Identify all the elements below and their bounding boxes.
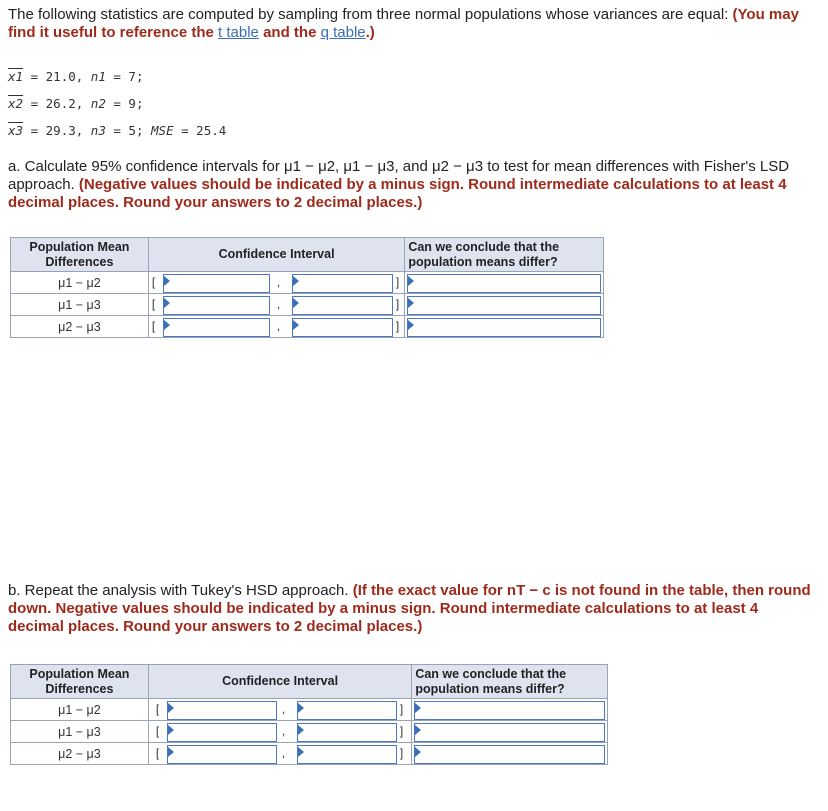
conclusion-select[interactable] [407, 296, 601, 315]
conclusion-select[interactable] [414, 723, 605, 742]
table-row: μ1 − μ2 [ , ] [11, 272, 604, 294]
conclusion-select[interactable] [414, 701, 605, 720]
lower-bound-input[interactable] [163, 274, 270, 293]
table-tukey-hsd [10, 664, 608, 765]
table-row: μ2 − μ3 [ , ] [11, 316, 604, 338]
lower-bound-input[interactable] [163, 318, 270, 337]
header-conclusion: Can we conclude that the population means differ? [405, 238, 604, 272]
table-row: μ1 − μ3 [ , ] [11, 294, 604, 316]
header-confidence-interval: Confidence Interval [148, 665, 412, 699]
intro-paragraph: The following statistics are computed by sampling from three normal populations whose variances are equal: (You may find it useful to reference the t table and the q table.) [8, 6, 799, 41]
conclusion-select[interactable] [407, 274, 601, 293]
part-a-question: a. Calculate 95% confidence intervals for μ1 − μ2, μ1 − μ3, and μ2 − μ3 to test for mean differences with Fisher's LSD approach. (Negative values should be indicated by a minus sign. Round intermediate calculations to at least 4 decimal places. Round your answers to 2 decimal places.) [8, 158, 790, 211]
header-conclusion: Can we conclude that the population means differ? [412, 665, 608, 699]
header-mean-differences: Population Mean Differences [11, 238, 149, 272]
table-row: μ2 − μ3 [ , ] [11, 743, 608, 765]
conclusion-select[interactable] [407, 318, 601, 337]
q-table-link[interactable]: q table [320, 24, 366, 41]
upper-bound-input[interactable] [292, 274, 393, 293]
lower-bound-input[interactable] [163, 296, 270, 315]
table-row: μ1 − μ2 [ , ] [11, 699, 608, 721]
table-row: μ1 − μ3 [ , ] [11, 721, 608, 743]
t-table-link[interactable]: t table [218, 24, 259, 41]
stat-line-1: x1 = 21.0, n1 = 7; [8, 69, 144, 84]
row-label: μ1 − μ2 [11, 272, 149, 294]
header-mean-differences: Population Mean Differences [11, 665, 149, 699]
stat-line-3: x3 = 29.3, n3 = 5; MSE = 25.4 [8, 123, 227, 138]
upper-bound-input[interactable] [297, 723, 397, 742]
upper-bound-input[interactable] [292, 318, 393, 337]
lower-bound-input[interactable] [167, 723, 277, 742]
upper-bound-input[interactable] [297, 701, 397, 720]
row-label: μ1 − μ3 [11, 294, 149, 316]
lower-bound-input[interactable] [167, 701, 277, 720]
header-confidence-interval: Confidence Interval [148, 238, 405, 272]
lower-bound-input[interactable] [167, 745, 277, 764]
upper-bound-input[interactable] [292, 296, 393, 315]
upper-bound-input[interactable] [297, 745, 397, 764]
conclusion-select[interactable] [414, 745, 605, 764]
row-label: μ2 − μ3 [11, 743, 149, 765]
part-b-question: b. Repeat the analysis with Tukey's HSD approach. (If the exact value for nT − c is not found in the table, then round down. Negative values should be indicated by a minus sign. Round intermediate calculations to at least 4 decimal places. Round your answers to 2 decimal places.) [8, 582, 811, 635]
table-fisher-lsd [10, 237, 604, 338]
row-label: μ1 − μ3 [11, 721, 149, 743]
row-label: μ1 − μ2 [11, 699, 149, 721]
stat-line-2: x2 = 26.2, n2 = 9; [8, 96, 144, 111]
row-label: μ2 − μ3 [11, 316, 149, 338]
